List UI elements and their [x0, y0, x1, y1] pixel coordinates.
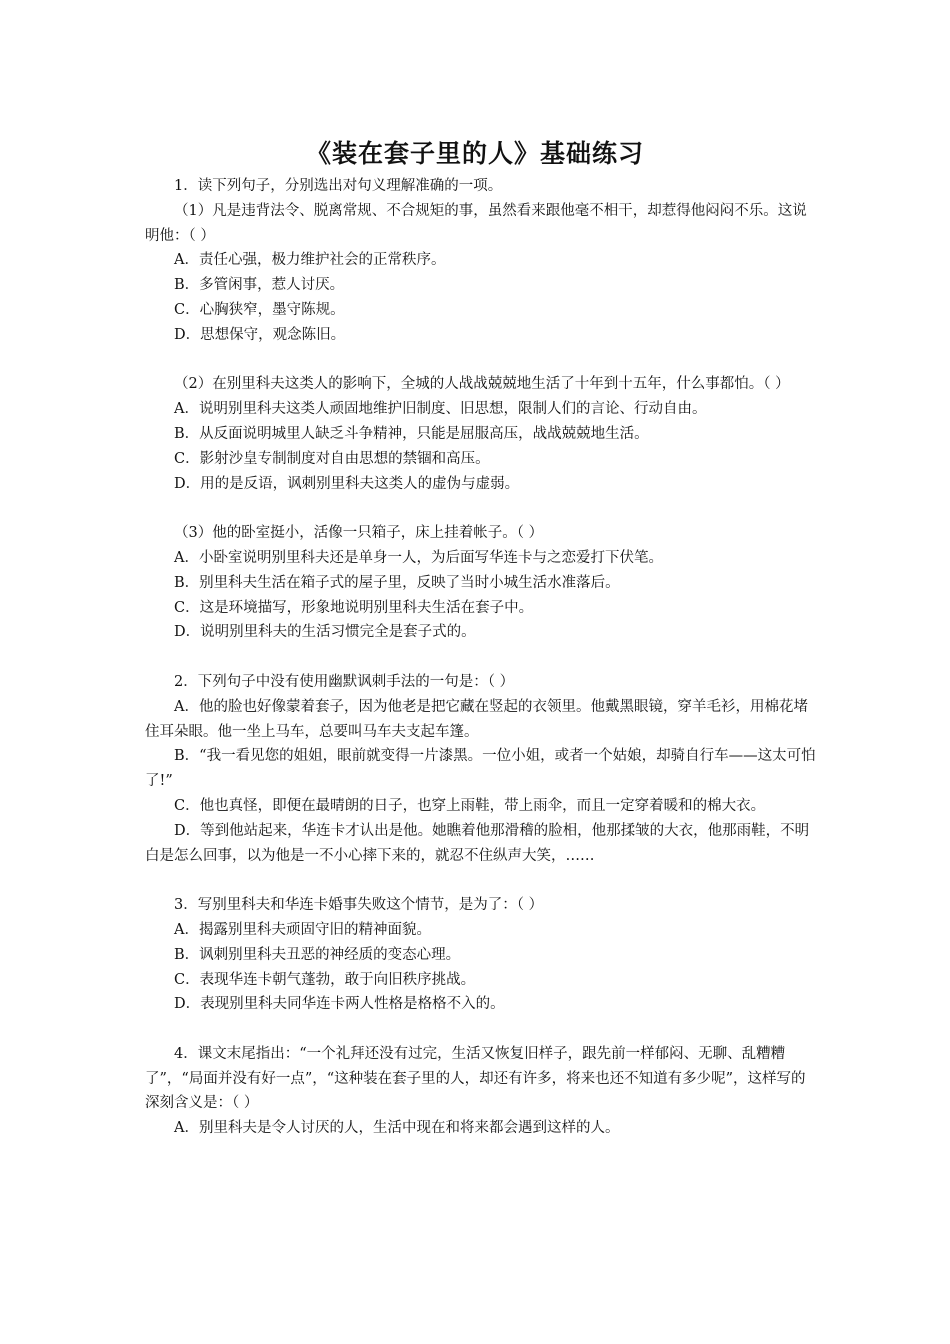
- spacer: [145, 1017, 818, 1042]
- question-1-1-option-c: C．心胸狭窄，墨守陈规。: [174, 301, 345, 318]
- question-1-1-text: （1）凡是违背法令、脱离常规、不合规矩的事，虽然看来跟他毫不相干，却惹得他闷闷不乐。这说明他：（ ）: [145, 202, 807, 244]
- question-2-option-d: D．等到他站起来，华连卡才认出是他。她瞧着他那滑稽的脸相，他那揉皱的大衣，他那雨鞋，不明白是怎么回事，以为他是一不小心摔下来的，就忍不住纵声大笑，……: [145, 822, 810, 864]
- spacer: [145, 645, 818, 670]
- question-1-2-option-d: D．用的是反语，讽刺别里科夫这类人的虚伪与虚弱。: [174, 475, 520, 492]
- question-3-option-d: D．表现别里科夫同华连卡两人性格是格格不入的。: [174, 996, 505, 1013]
- question-1-1-option-a: A．责任心强，极力维护社会的正常秩序。: [174, 252, 446, 269]
- question-2-option-c: C．他也真怪，即便在最晴朗的日子，也穿上雨鞋，带上雨伞，而且一定穿着暖和的棉大衣。: [174, 797, 766, 814]
- question-4-option-a: A．别里科夫是令人讨厌的人，生活中现在和将来都会遇到这样的人。: [174, 1120, 620, 1137]
- question-4-stem: 4．课文末尾指出：“一个礼拜还没有过完，生活又恢复旧样子，跟先前一样郁闷、无聊、乱糟糟了”，“局面并没有好一点”，“这种装在套子里的人，却还有许多，将来也还不知道有多少呢”，这样写的深刻含义是：（ ）: [145, 1045, 806, 1112]
- question-1-2-option-b: B．从反面说明城里人缺乏斗争精神，只能是屈服高压，战战兢兢地生活。: [174, 425, 649, 442]
- question-1-1-option-d: D．思想保守，观念陈旧。: [174, 326, 346, 343]
- question-1-2-option-a: A．说明别里科夫这类人顽固地维护旧制度、旧思想，限制人们的言论、行动自由。: [174, 401, 707, 418]
- question-3-option-c: C．表现华连卡朝气蓬勃，敢于向旧秩序挑战。: [174, 971, 476, 988]
- question-1-1-option-b: B．多管闲事，惹人讨厌。: [174, 277, 345, 294]
- question-1-stem: 1．读下列句子，分别选出对句义理解准确的一项。: [174, 178, 503, 194]
- question-1-3-option-c: C．这是环境描写，形象地说明别里科夫生活在套子中。: [174, 599, 534, 616]
- spacer: [145, 868, 818, 893]
- question-1-3-option-b: B．别里科夫生活在箱子式的屋子里，反映了当时小城生活水准落后。: [174, 574, 620, 591]
- question-1-2-text: （2）在别里科夫这类人的影响下，全城的人战战兢兢地生活了十年到十五年，什么事都怕。（ ）: [174, 376, 790, 393]
- question-3-option-a: A．揭露别里科夫顽固守旧的精神面貌。: [174, 921, 431, 938]
- spacer: [145, 348, 818, 373]
- document-title: 《装在套子里的人》基础练习: [305, 139, 644, 168]
- question-2-option-a: A．他的脸也好像蒙着套子，因为他老是把它藏在竖起的衣领里。他戴黑眼镜，穿羊毛衫，用棉花堵住耳朵眼。他一坐上马车，总要叫马车夫支起车篷。: [145, 698, 808, 740]
- question-2-option-b: B．“我一看见您的姐姐，眼前就变得一片漆黑。一位小姐，或者一个姑娘，却骑自行车——这太可怕了!”: [145, 748, 816, 790]
- question-1-2-option-c: C．影射沙皇专制制度对自由思想的禁锢和高压。: [174, 450, 490, 467]
- question-2-stem: 2．下列句子中没有使用幽默讽刺手法的一句是：（ ）: [174, 673, 515, 690]
- spacer: [145, 496, 818, 521]
- question-3-option-b: B．讽刺别里科夫丑恶的神经质的变态心理。: [174, 946, 461, 963]
- exercise-content: [145, 174, 818, 1141]
- question-1-3-text: （3）他的卧室挺小，活像一只箱子，床上挂着帐子。（ ）: [174, 525, 544, 542]
- question-1-3-option-d: D．说明别里科夫的生活习惯完全是套子式的。: [174, 624, 476, 641]
- question-1-3-option-a: A．小卧室说明别里科夫还是单身一人，为后面写华连卡与之恋爱打下伏笔。: [174, 549, 663, 566]
- question-3-stem: 3．写别里科夫和华连卡婚事失败这个情节，是为了：（ ）: [174, 897, 544, 914]
